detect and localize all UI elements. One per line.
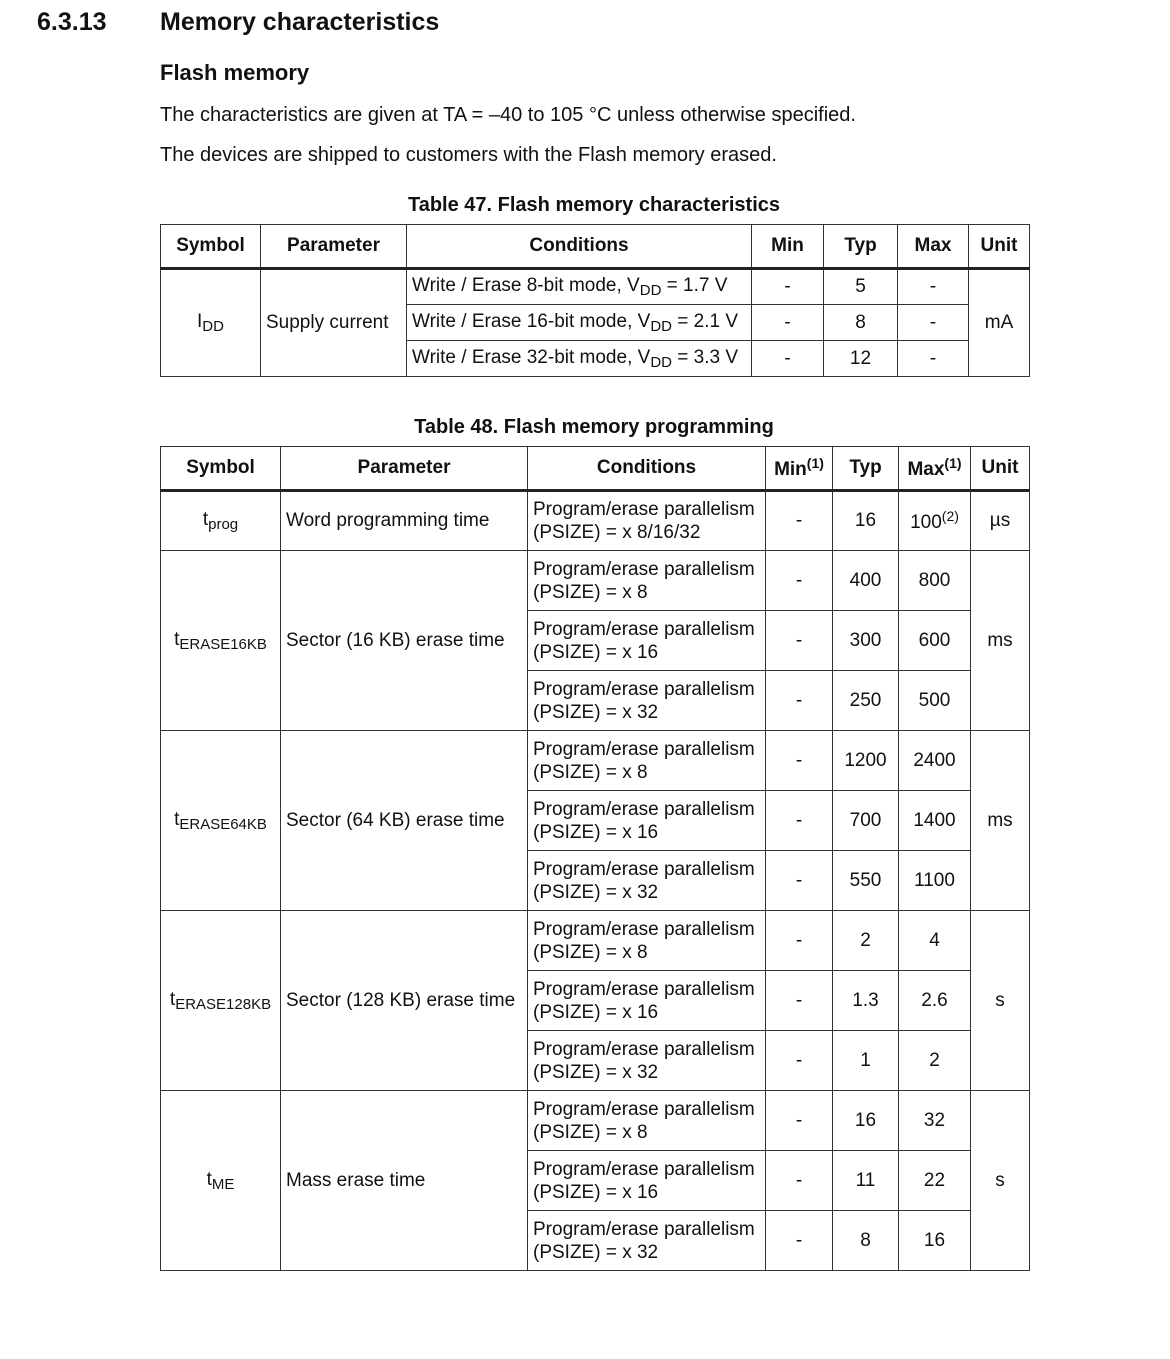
max-cell: - xyxy=(898,269,969,305)
typ-cell: 8 xyxy=(833,1211,899,1271)
condition-cell: Program/erase parallelism (PSIZE) = x 8/16/32 xyxy=(528,491,766,551)
max-cell: 500 xyxy=(899,671,971,731)
condition-cell: Write / Erase 8-bit mode, $V_{DD} = 1.7$ V xyxy=(407,269,752,305)
symbol-cell: $t_{ME}$ xyxy=(161,1091,281,1271)
parameter-cell: Sector (16 KB) erase time xyxy=(281,551,528,731)
header-min: Min xyxy=(752,225,824,269)
header-typ: Typ xyxy=(833,447,899,491)
symbol-cell: $t_{ERASE64KB}$ xyxy=(161,731,281,911)
min-cell: - xyxy=(766,911,833,971)
min-cell: - xyxy=(766,1151,833,1211)
symbol-cell: $t_{ERASE16KB}$ xyxy=(161,551,281,731)
section-number: 6.3.13 xyxy=(37,8,107,36)
condition-cell: Program/erase parallelism (PSIZE) = x 8 xyxy=(528,731,766,791)
min-cell: - xyxy=(766,551,833,611)
typ-cell: 1200 xyxy=(833,731,899,791)
header-typ: Typ xyxy=(824,225,898,269)
header-conditions: Conditions xyxy=(528,447,766,491)
min-cell: - xyxy=(766,491,833,551)
table-48-header xyxy=(161,447,1030,491)
table-47 xyxy=(160,224,1030,377)
section-title: Memory characteristics xyxy=(160,8,440,36)
condition-cell: Program/erase parallelism (PSIZE) = x 8 xyxy=(528,911,766,971)
max-cell: - xyxy=(898,305,969,341)
typ-cell: 8 xyxy=(824,305,898,341)
max-cell: 22 xyxy=(899,1151,971,1211)
unit-cell: µs xyxy=(971,491,1030,551)
symbol-cell: $I_{DD}$ xyxy=(161,269,261,377)
unit-cell: s xyxy=(971,1091,1030,1271)
typ-cell: 2 xyxy=(833,911,899,971)
min-cell: - xyxy=(766,1091,833,1151)
typ-cell: 400 xyxy=(833,551,899,611)
condition-cell: Program/erase parallelism (PSIZE) = x 8 xyxy=(528,1091,766,1151)
paragraph-shipping: The devices are shipped to customers with the Flash memory erased. xyxy=(160,144,777,166)
unit-cell: ms xyxy=(971,731,1030,911)
parameter-cell: Sector (64 KB) erase time xyxy=(281,731,528,911)
header-max: Max$^{(1)}$ xyxy=(899,447,971,491)
typ-cell: 1 xyxy=(833,1031,899,1091)
condition-cell: Program/erase parallelism (PSIZE) = x 32 xyxy=(528,1031,766,1091)
typ-cell: 300 xyxy=(833,611,899,671)
typ-cell: 11 xyxy=(833,1151,899,1211)
typ-cell: 700 xyxy=(833,791,899,851)
max-cell: 2 xyxy=(899,1031,971,1091)
symbol-cell: $t_{prog}$ xyxy=(161,491,281,551)
parameter-cell: Word programming time xyxy=(281,491,528,551)
max-cell: 2400 xyxy=(899,731,971,791)
max-cell: 16 xyxy=(899,1211,971,1271)
min-cell: - xyxy=(766,671,833,731)
header-min: Min$^{(1)}$ xyxy=(766,447,833,491)
condition-cell: Program/erase parallelism (PSIZE) = x 8 xyxy=(528,551,766,611)
header-conditions: Conditions xyxy=(407,225,752,269)
condition-cell: Program/erase parallelism (PSIZE) = x 32 xyxy=(528,851,766,911)
typ-cell: 16 xyxy=(833,1091,899,1151)
max-cell: 800 xyxy=(899,551,971,611)
max-cell: 1400 xyxy=(899,791,971,851)
unit-cell: mA xyxy=(969,269,1030,377)
table-row xyxy=(161,731,1030,791)
header-unit: Unit xyxy=(969,225,1030,269)
table-row xyxy=(161,269,1030,305)
header-symbol: Symbol xyxy=(161,447,281,491)
unit-cell: s xyxy=(971,911,1030,1091)
max-cell: 2.6 xyxy=(899,971,971,1031)
unit-cell: ms xyxy=(971,551,1030,731)
paragraph-conditions: The characteristics are given at TA = –40 to 105 °C unless otherwise specified. xyxy=(160,104,856,126)
max-cell: 1100 xyxy=(899,851,971,911)
typ-cell: 5 xyxy=(824,269,898,305)
table-47-caption: Table 47. Flash memory characteristics xyxy=(407,194,781,216)
min-cell: - xyxy=(766,971,833,1031)
max-cell: 100$^{(2)}$ xyxy=(899,491,971,551)
min-cell: - xyxy=(766,791,833,851)
header-parameter: Parameter xyxy=(281,447,528,491)
min-cell: - xyxy=(752,305,824,341)
min-cell: - xyxy=(766,1211,833,1271)
typ-cell: 1.3 xyxy=(833,971,899,1031)
symbol-cell: $t_{ERASE128KB}$ xyxy=(161,911,281,1091)
typ-cell: 250 xyxy=(833,671,899,731)
min-cell: - xyxy=(752,269,824,305)
condition-cell: Program/erase parallelism (PSIZE) = x 16 xyxy=(528,1151,766,1211)
table-48-caption: Table 48. Flash memory programming xyxy=(414,416,774,438)
table-row xyxy=(161,1091,1030,1151)
table-row xyxy=(161,491,1030,551)
table-row xyxy=(161,551,1030,611)
min-cell: - xyxy=(766,1031,833,1091)
header-parameter: Parameter xyxy=(261,225,407,269)
condition-cell: Write / Erase 16-bit mode, $V_{DD} = 2.1$ V xyxy=(407,305,752,341)
typ-cell: 550 xyxy=(833,851,899,911)
max-cell: 32 xyxy=(899,1091,971,1151)
max-cell: - xyxy=(898,341,969,377)
table-row xyxy=(161,911,1030,971)
min-cell: - xyxy=(766,851,833,911)
condition-cell: Program/erase parallelism (PSIZE) = x 32 xyxy=(528,671,766,731)
table-48 xyxy=(160,446,1030,1271)
table-47-header xyxy=(161,225,1030,269)
condition-cell: Write / Erase 32-bit mode, $V_{DD} = 3.3$ V xyxy=(407,341,752,377)
header-symbol: Symbol xyxy=(161,225,261,269)
min-cell: - xyxy=(766,731,833,791)
min-cell: - xyxy=(766,611,833,671)
max-cell: 600 xyxy=(899,611,971,671)
condition-cell: Program/erase parallelism (PSIZE) = x 16 xyxy=(528,791,766,851)
typ-cell: 12 xyxy=(824,341,898,377)
typ-cell: 16 xyxy=(833,491,899,551)
parameter-cell: Supply current xyxy=(261,269,407,377)
parameter-cell: Sector (128 KB) erase time xyxy=(281,911,528,1091)
header-max: Max xyxy=(898,225,969,269)
subsection-title: Flash memory xyxy=(160,60,310,85)
min-cell: - xyxy=(752,341,824,377)
header-unit: Unit xyxy=(971,447,1030,491)
condition-cell: Program/erase parallelism (PSIZE) = x 32 xyxy=(528,1211,766,1271)
condition-cell: Program/erase parallelism (PSIZE) = x 16 xyxy=(528,611,766,671)
condition-cell: Program/erase parallelism (PSIZE) = x 16 xyxy=(528,971,766,1031)
max-cell: 4 xyxy=(899,911,971,971)
parameter-cell: Mass erase time xyxy=(281,1091,528,1271)
